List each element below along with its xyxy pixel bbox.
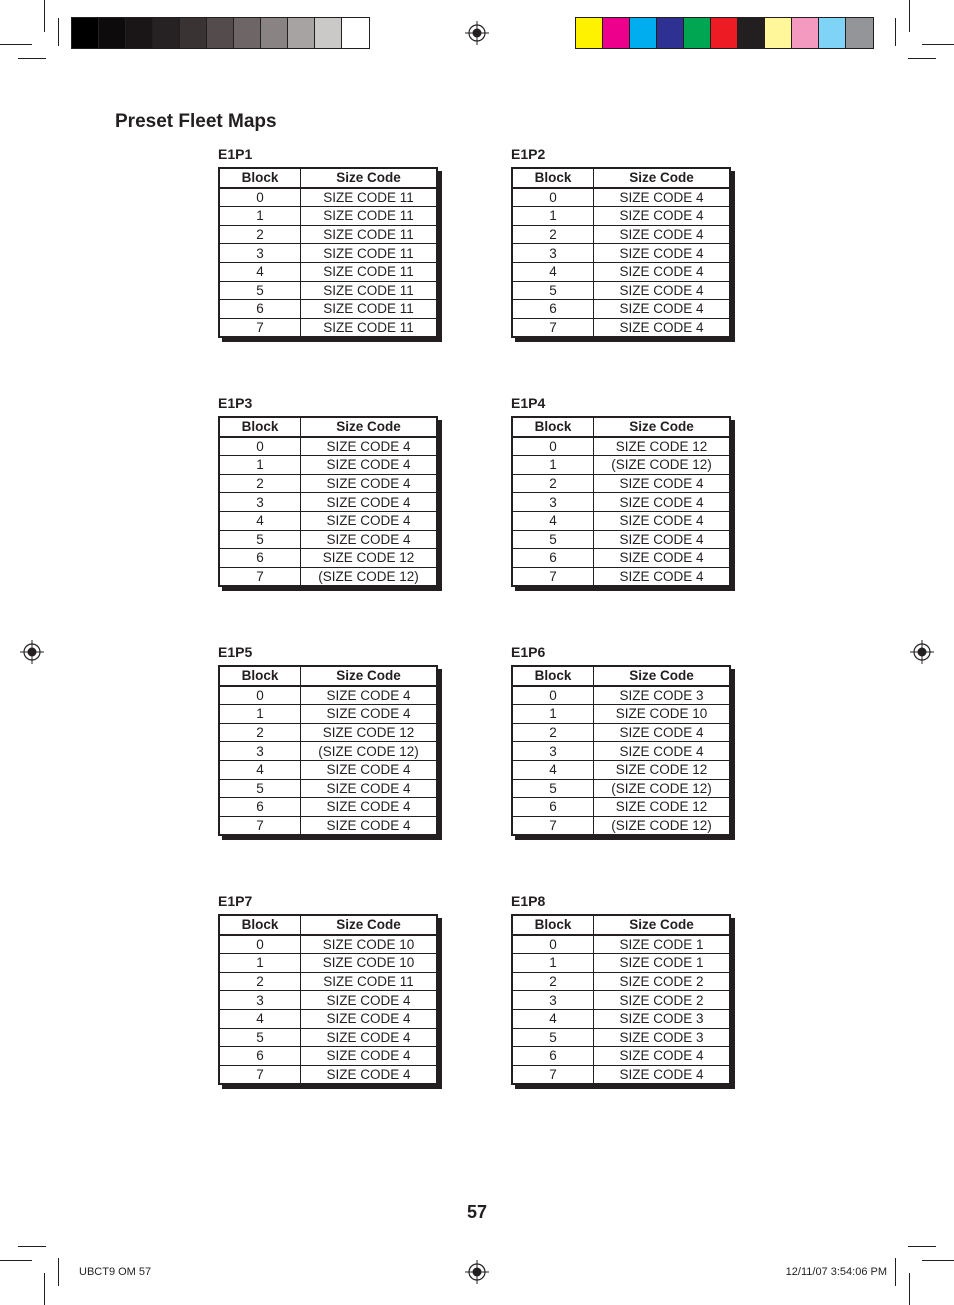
block-cell: 2 [512, 474, 594, 493]
block-cell: 4 [219, 1009, 301, 1028]
table-row [512, 456, 730, 475]
color-swatch [153, 18, 180, 48]
table-row [512, 549, 730, 568]
table-row [219, 705, 437, 724]
size-code-cell: SIZE CODE 4 [594, 1065, 731, 1084]
table-row [219, 493, 437, 512]
table-row [512, 954, 730, 973]
fleet-map-table [511, 914, 731, 1085]
block-cell: 1 [219, 954, 301, 973]
size-code-cell: (SIZE CODE 12) [594, 456, 731, 475]
color-swatch [315, 18, 342, 48]
size-code-cell: SIZE CODE 4 [301, 474, 438, 493]
table-row [219, 207, 437, 226]
table-row [512, 225, 730, 244]
table-header-row [219, 915, 437, 935]
block-cell: 7 [219, 567, 301, 586]
size-code-cell: SIZE CODE 11 [301, 300, 438, 319]
size-code-cell: SIZE CODE 4 [301, 1009, 438, 1028]
table-row [219, 972, 437, 991]
fleet-map-table [218, 914, 438, 1085]
size-code-cell: SIZE CODE 12 [594, 798, 731, 817]
table-row [512, 705, 730, 724]
block-cell: 5 [219, 779, 301, 798]
size-code-cell: SIZE CODE 11 [301, 281, 438, 300]
block-cell: 4 [512, 1009, 594, 1028]
table-row [219, 760, 437, 779]
fleet-map-table [218, 416, 438, 587]
block-cell: 5 [219, 1028, 301, 1047]
block-cell: 3 [219, 493, 301, 512]
table-row [512, 991, 730, 1010]
fleet-map-name: E1P8 [511, 893, 546, 909]
color-swatch [792, 18, 819, 48]
block-cell: 0 [512, 437, 594, 456]
table-row [219, 225, 437, 244]
block-cell: 4 [219, 262, 301, 281]
size-code-cell: SIZE CODE 4 [594, 511, 731, 530]
table-row [219, 1047, 437, 1066]
color-swatch [207, 18, 234, 48]
table-row [219, 686, 437, 705]
color-swatch [576, 18, 603, 48]
size-code-cell: SIZE CODE 4 [301, 1047, 438, 1066]
size-code-cell: SIZE CODE 4 [594, 474, 731, 493]
size-code-cell: SIZE CODE 4 [301, 530, 438, 549]
block-cell: 1 [219, 456, 301, 475]
crop-mark [895, 1258, 896, 1286]
block-cell: 7 [219, 816, 301, 835]
size-code-cell: SIZE CODE 4 [594, 493, 731, 512]
block-cell: 0 [512, 935, 594, 954]
table-header-row [512, 417, 730, 437]
crop-mark [909, 1273, 910, 1305]
table-row [219, 567, 437, 586]
size-code-cell: SIZE CODE 3 [594, 1009, 731, 1028]
table-row [512, 723, 730, 742]
block-cell: 6 [512, 798, 594, 817]
fleet-map-table [218, 665, 438, 836]
color-swatch [819, 18, 846, 48]
size-code-cell: SIZE CODE 4 [594, 742, 731, 761]
table-row [512, 207, 730, 226]
size-code-cell: SIZE CODE 11 [301, 207, 438, 226]
table-row [219, 474, 437, 493]
block-cell: 5 [512, 779, 594, 798]
crop-mark [909, 0, 910, 32]
size-code-cell: SIZE CODE 4 [301, 456, 438, 475]
block-column-header: Block [512, 417, 594, 437]
block-column-header: Block [512, 915, 594, 935]
table-row [512, 567, 730, 586]
color-swatch [72, 18, 99, 48]
table-row [219, 935, 437, 954]
size-code-cell: SIZE CODE 11 [301, 262, 438, 281]
size-code-cell: SIZE CODE 12 [594, 760, 731, 779]
size-code-cell: SIZE CODE 4 [301, 816, 438, 835]
block-cell: 2 [512, 723, 594, 742]
size-code-column-header: Size Code [594, 417, 731, 437]
table-row [219, 530, 437, 549]
color-swatch [126, 18, 153, 48]
size-code-cell: SIZE CODE 4 [301, 705, 438, 724]
size-code-cell: SIZE CODE 3 [594, 1028, 731, 1047]
table-row [219, 456, 437, 475]
table-row [512, 511, 730, 530]
size-code-cell: SIZE CODE 11 [301, 318, 438, 337]
table-header-row [219, 417, 437, 437]
table-row [219, 549, 437, 568]
block-column-header: Block [219, 915, 301, 935]
color-swatch [630, 18, 657, 48]
table-row [219, 816, 437, 835]
table-row [219, 1065, 437, 1084]
color-swatch [657, 18, 684, 48]
size-code-column-header: Size Code [301, 417, 438, 437]
size-code-cell: SIZE CODE 4 [301, 686, 438, 705]
color-swatch [684, 18, 711, 48]
block-column-header: Block [219, 417, 301, 437]
block-cell: 4 [512, 262, 594, 281]
block-cell: 0 [219, 935, 301, 954]
table-row [219, 954, 437, 973]
size-code-cell: SIZE CODE 2 [594, 972, 731, 991]
size-code-cell: SIZE CODE 4 [594, 318, 731, 337]
block-cell: 7 [512, 318, 594, 337]
block-cell: 6 [512, 549, 594, 568]
size-code-cell: SIZE CODE 4 [301, 437, 438, 456]
crop-mark [58, 18, 59, 46]
size-code-cell: SIZE CODE 4 [594, 262, 731, 281]
size-code-cell: (SIZE CODE 12) [301, 742, 438, 761]
block-cell: 6 [219, 549, 301, 568]
block-cell: 3 [512, 991, 594, 1010]
size-code-cell: (SIZE CODE 12) [301, 567, 438, 586]
block-cell: 6 [219, 798, 301, 817]
crop-mark [44, 0, 45, 32]
block-cell: 5 [219, 530, 301, 549]
size-code-cell: SIZE CODE 4 [594, 281, 731, 300]
table-row [219, 798, 437, 817]
size-code-column-header: Size Code [301, 168, 438, 188]
size-code-column-header: Size Code [594, 915, 731, 935]
block-cell: 0 [512, 188, 594, 207]
table-header-row [512, 666, 730, 686]
fleet-map-name: E1P4 [511, 395, 546, 411]
crop-mark [922, 1260, 954, 1261]
block-cell: 3 [219, 244, 301, 263]
block-cell: 3 [219, 991, 301, 1010]
block-cell: 6 [512, 300, 594, 319]
table-row [512, 493, 730, 512]
table-row [219, 188, 437, 207]
size-code-cell: SIZE CODE 11 [301, 188, 438, 207]
fleet-map-table [511, 665, 731, 836]
table-row [219, 1028, 437, 1047]
table-row [219, 281, 437, 300]
page-number: 57 [466, 1202, 488, 1222]
color-swatch [180, 18, 207, 48]
fleet-map-table [218, 167, 438, 338]
block-cell: 3 [512, 244, 594, 263]
block-cell: 2 [219, 225, 301, 244]
table-row [512, 798, 730, 817]
crop-mark [895, 18, 896, 46]
size-code-cell: SIZE CODE 4 [594, 207, 731, 226]
size-code-cell: SIZE CODE 4 [594, 244, 731, 263]
table-row [512, 530, 730, 549]
block-cell: 1 [512, 954, 594, 973]
block-column-header: Block [512, 666, 594, 686]
table-row [512, 437, 730, 456]
crop-mark [908, 58, 936, 59]
color-swatch [603, 18, 630, 48]
block-cell: 6 [219, 1047, 301, 1066]
color-swatch [288, 18, 315, 48]
color-swatch [738, 18, 765, 48]
size-code-column-header: Size Code [594, 168, 731, 188]
grayscale-color-bar [71, 17, 370, 49]
table-row [219, 1009, 437, 1028]
table-row [512, 686, 730, 705]
table-row [512, 474, 730, 493]
size-code-cell: SIZE CODE 4 [594, 530, 731, 549]
block-cell: 2 [219, 723, 301, 742]
color-swatch [711, 18, 738, 48]
size-code-cell: SIZE CODE 4 [301, 493, 438, 512]
size-code-cell: SIZE CODE 4 [301, 760, 438, 779]
block-cell: 5 [219, 281, 301, 300]
size-code-cell: SIZE CODE 4 [301, 1028, 438, 1047]
table-row [219, 511, 437, 530]
table-row [512, 972, 730, 991]
size-code-column-header: Size Code [301, 915, 438, 935]
table-row [512, 1047, 730, 1066]
block-cell: 7 [219, 318, 301, 337]
size-code-cell: SIZE CODE 4 [301, 798, 438, 817]
block-cell: 2 [512, 225, 594, 244]
table-row [512, 318, 730, 337]
fleet-map-name: E1P5 [218, 644, 253, 660]
registration-mark-icon [910, 640, 934, 664]
fleet-map-name: E1P3 [218, 395, 253, 411]
color-swatch [261, 18, 288, 48]
table-row [512, 1009, 730, 1028]
block-cell: 0 [512, 686, 594, 705]
size-code-cell: SIZE CODE 4 [594, 723, 731, 742]
block-cell: 1 [219, 207, 301, 226]
table-row [512, 742, 730, 761]
size-code-column-header: Size Code [594, 666, 731, 686]
table-header-row [219, 168, 437, 188]
table-row [219, 437, 437, 456]
block-cell: 7 [219, 1065, 301, 1084]
size-code-cell: SIZE CODE 4 [594, 188, 731, 207]
fleet-map-table [511, 416, 731, 587]
size-code-cell: SIZE CODE 12 [301, 723, 438, 742]
size-code-cell: SIZE CODE 4 [594, 300, 731, 319]
table-row [512, 244, 730, 263]
size-code-cell: SIZE CODE 12 [301, 549, 438, 568]
size-code-cell: SIZE CODE 4 [594, 567, 731, 586]
table-row [512, 1065, 730, 1084]
table-row [219, 318, 437, 337]
table-row [219, 742, 437, 761]
block-cell: 5 [512, 281, 594, 300]
size-code-cell: SIZE CODE 10 [301, 935, 438, 954]
block-cell: 2 [219, 474, 301, 493]
crop-mark [0, 1260, 32, 1261]
block-cell: 1 [219, 705, 301, 724]
block-cell: 7 [512, 567, 594, 586]
crop-mark [0, 44, 32, 45]
block-cell: 1 [512, 207, 594, 226]
size-code-cell: SIZE CODE 4 [594, 225, 731, 244]
size-code-cell: SIZE CODE 4 [301, 779, 438, 798]
block-cell: 0 [219, 686, 301, 705]
block-column-header: Block [512, 168, 594, 188]
crop-mark [18, 58, 46, 59]
process-color-bar [575, 17, 874, 49]
block-column-header: Block [219, 666, 301, 686]
table-row [219, 244, 437, 263]
size-code-cell: SIZE CODE 1 [594, 954, 731, 973]
block-cell: 4 [512, 511, 594, 530]
registration-mark-icon [20, 640, 44, 664]
registration-mark-icon [465, 21, 489, 45]
table-row [512, 779, 730, 798]
table-row [512, 816, 730, 835]
block-column-header: Block [219, 168, 301, 188]
size-code-cell: SIZE CODE 1 [594, 935, 731, 954]
block-cell: 1 [512, 705, 594, 724]
block-cell: 2 [219, 972, 301, 991]
fleet-map-table [511, 167, 731, 338]
block-cell: 5 [512, 530, 594, 549]
table-row [512, 300, 730, 319]
fleet-map-name: E1P1 [218, 146, 253, 162]
fleet-map-name: E1P7 [218, 893, 253, 909]
block-cell: 3 [219, 742, 301, 761]
table-row [512, 760, 730, 779]
size-code-cell: (SIZE CODE 12) [594, 779, 731, 798]
color-swatch [99, 18, 126, 48]
block-cell: 0 [219, 437, 301, 456]
color-swatch [846, 18, 873, 48]
size-code-cell: SIZE CODE 4 [301, 1065, 438, 1084]
block-cell: 7 [512, 1065, 594, 1084]
block-cell: 4 [512, 760, 594, 779]
table-header-row [219, 666, 437, 686]
fleet-map-name: E1P6 [511, 644, 546, 660]
block-cell: 0 [219, 188, 301, 207]
table-row [219, 300, 437, 319]
size-code-cell: SIZE CODE 10 [301, 954, 438, 973]
table-row [219, 991, 437, 1010]
size-code-cell: SIZE CODE 4 [594, 549, 731, 568]
crop-mark [18, 1246, 46, 1247]
block-cell: 1 [512, 456, 594, 475]
table-header-row [512, 168, 730, 188]
crop-mark [58, 1258, 59, 1286]
crop-mark [44, 1273, 45, 1305]
color-swatch [765, 18, 792, 48]
size-code-cell: SIZE CODE 11 [301, 244, 438, 263]
crop-mark [908, 1246, 936, 1247]
block-cell: 7 [512, 816, 594, 835]
registration-mark-icon [465, 1260, 489, 1284]
size-code-cell: (SIZE CODE 12) [594, 816, 731, 835]
block-cell: 6 [512, 1047, 594, 1066]
size-code-cell: SIZE CODE 11 [301, 972, 438, 991]
print-slug-file: UBCT9 OM 57 [79, 1266, 152, 1278]
block-cell: 6 [219, 300, 301, 319]
block-cell: 4 [219, 760, 301, 779]
table-row [219, 723, 437, 742]
size-code-cell: SIZE CODE 2 [594, 991, 731, 1010]
size-code-cell: SIZE CODE 3 [594, 686, 731, 705]
size-code-column-header: Size Code [301, 666, 438, 686]
crop-mark [922, 44, 954, 45]
block-cell: 3 [512, 493, 594, 512]
color-swatch [342, 18, 369, 48]
table-row [512, 281, 730, 300]
table-row [512, 1028, 730, 1047]
size-code-cell: SIZE CODE 10 [594, 705, 731, 724]
table-row [219, 262, 437, 281]
table-row [512, 262, 730, 281]
size-code-cell: SIZE CODE 12 [594, 437, 731, 456]
table-row [512, 935, 730, 954]
table-row [219, 779, 437, 798]
size-code-cell: SIZE CODE 4 [301, 511, 438, 530]
print-slug-timestamp: 12/11/07 3:54:06 PM [785, 1266, 887, 1278]
block-cell: 4 [219, 511, 301, 530]
block-cell: 5 [512, 1028, 594, 1047]
block-cell: 2 [512, 972, 594, 991]
color-swatch [234, 18, 261, 48]
size-code-cell: SIZE CODE 11 [301, 225, 438, 244]
fleet-map-name: E1P2 [511, 146, 546, 162]
table-header-row [512, 915, 730, 935]
page-title: Preset Fleet Maps [115, 111, 277, 132]
size-code-cell: SIZE CODE 4 [594, 1047, 731, 1066]
size-code-cell: SIZE CODE 4 [301, 991, 438, 1010]
block-cell: 3 [512, 742, 594, 761]
table-row [512, 188, 730, 207]
